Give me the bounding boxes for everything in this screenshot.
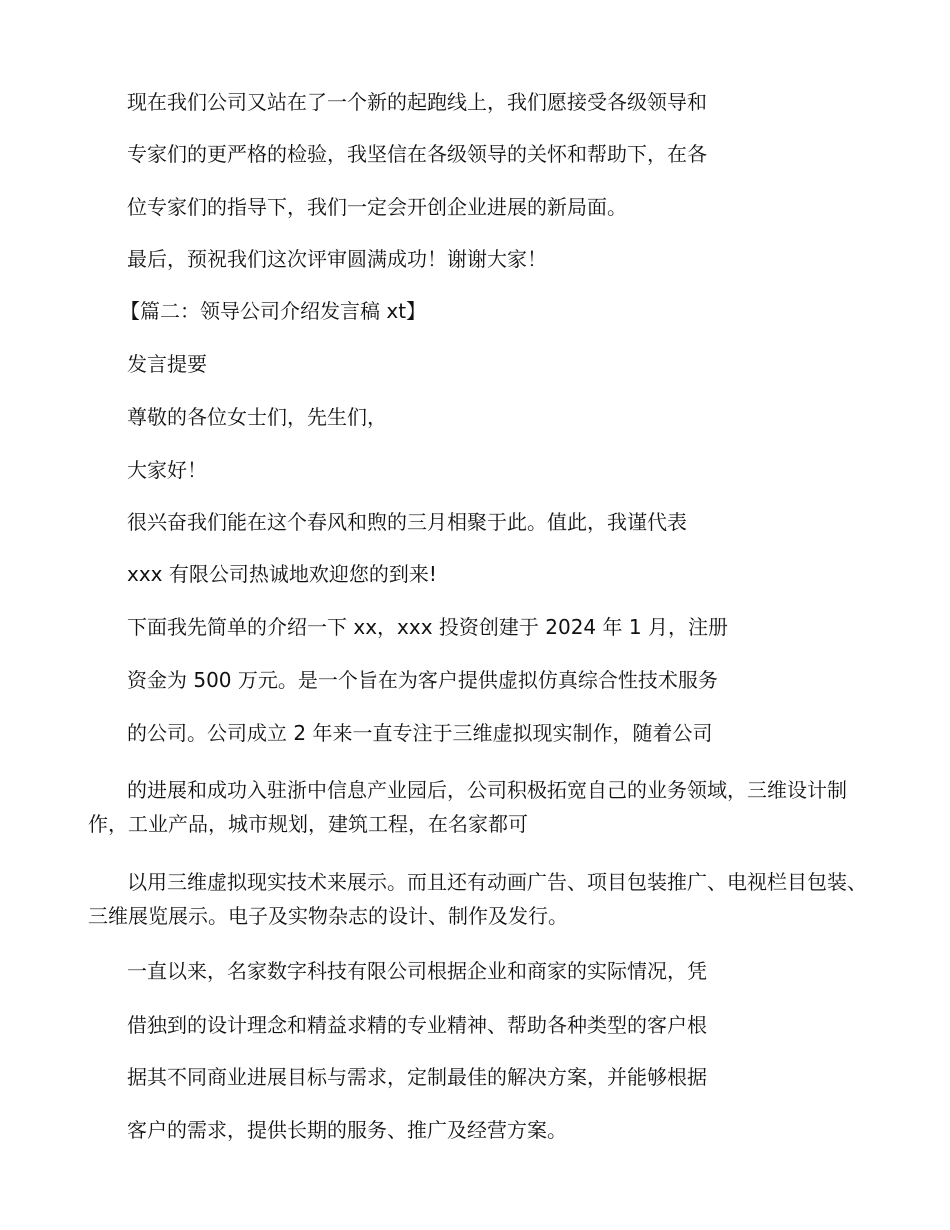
paragraph-line: 现在我们公司又站在了一个新的起跑线上，我们愿接受各级领导和: [127, 90, 707, 114]
paragraph-line: xxx 有限公司热诚地欢迎您的到来!: [127, 562, 437, 586]
paragraph-line: 借独到的设计理念和精益求精的专业精神、帮助各种类型的客户根: [127, 1013, 707, 1037]
paragraph-line: 一直以来，名家数字科技有限公司根据企业和商家的实际情况，凭: [127, 959, 707, 983]
paragraph-line: 资金为 500 万元。是一个旨在为客户提供虚拟仿真综合性技术服务: [127, 668, 718, 692]
greeting-line: 大家好！: [127, 458, 207, 482]
paragraph-line: 的公司。公司成立 2 年来一直专注于三维虚拟现实制作，随着公司: [127, 721, 713, 745]
paragraph-block: 以用三维虚拟现实技术来展示。而且还有动画广告、项目包装推广、电视栏目包装、三维展览展示。电子及实物杂志的设计、制作及发行。: [88, 870, 867, 928]
paragraph-line: 客户的需求，提供长期的服务、推广及经营方案。: [127, 1118, 567, 1142]
salutation-line: 尊敬的各位女士们，先生们，: [127, 405, 387, 429]
paragraph-line: 下面我先简单的介绍一下 xx，xxx 投资创建于 2024 年 1 月，注册: [127, 615, 728, 639]
paragraph-line: 据其不同商业进展目标与需求，定制最佳的解决方案，并能够根据: [127, 1065, 707, 1089]
paragraph-line: 很兴奋我们能在这个春风和煦的三月相聚于此。值此，我谨代表: [127, 510, 687, 534]
section-heading: 【篇二：领导公司介绍发言稿 xt】: [120, 299, 427, 323]
speech-summary-heading: 发言提要: [127, 352, 207, 376]
paragraph-line: 专家们的更严格的检验，我坚信在各级领导的关怀和帮助下，在各: [127, 142, 707, 166]
paragraph-block: 的进展和成功入驻浙中信息产业园后，公司积极拓宽自己的业务领域，三维设计制作，工业产品，城市规划，建筑工程，在名家都可: [88, 778, 847, 836]
closing-line: 最后，预祝我们这次评审圆满成功！谢谢大家！: [127, 247, 547, 271]
paragraph-line: 位专家们的指导下，我们一定会开创企业进展的新局面。: [127, 195, 627, 219]
